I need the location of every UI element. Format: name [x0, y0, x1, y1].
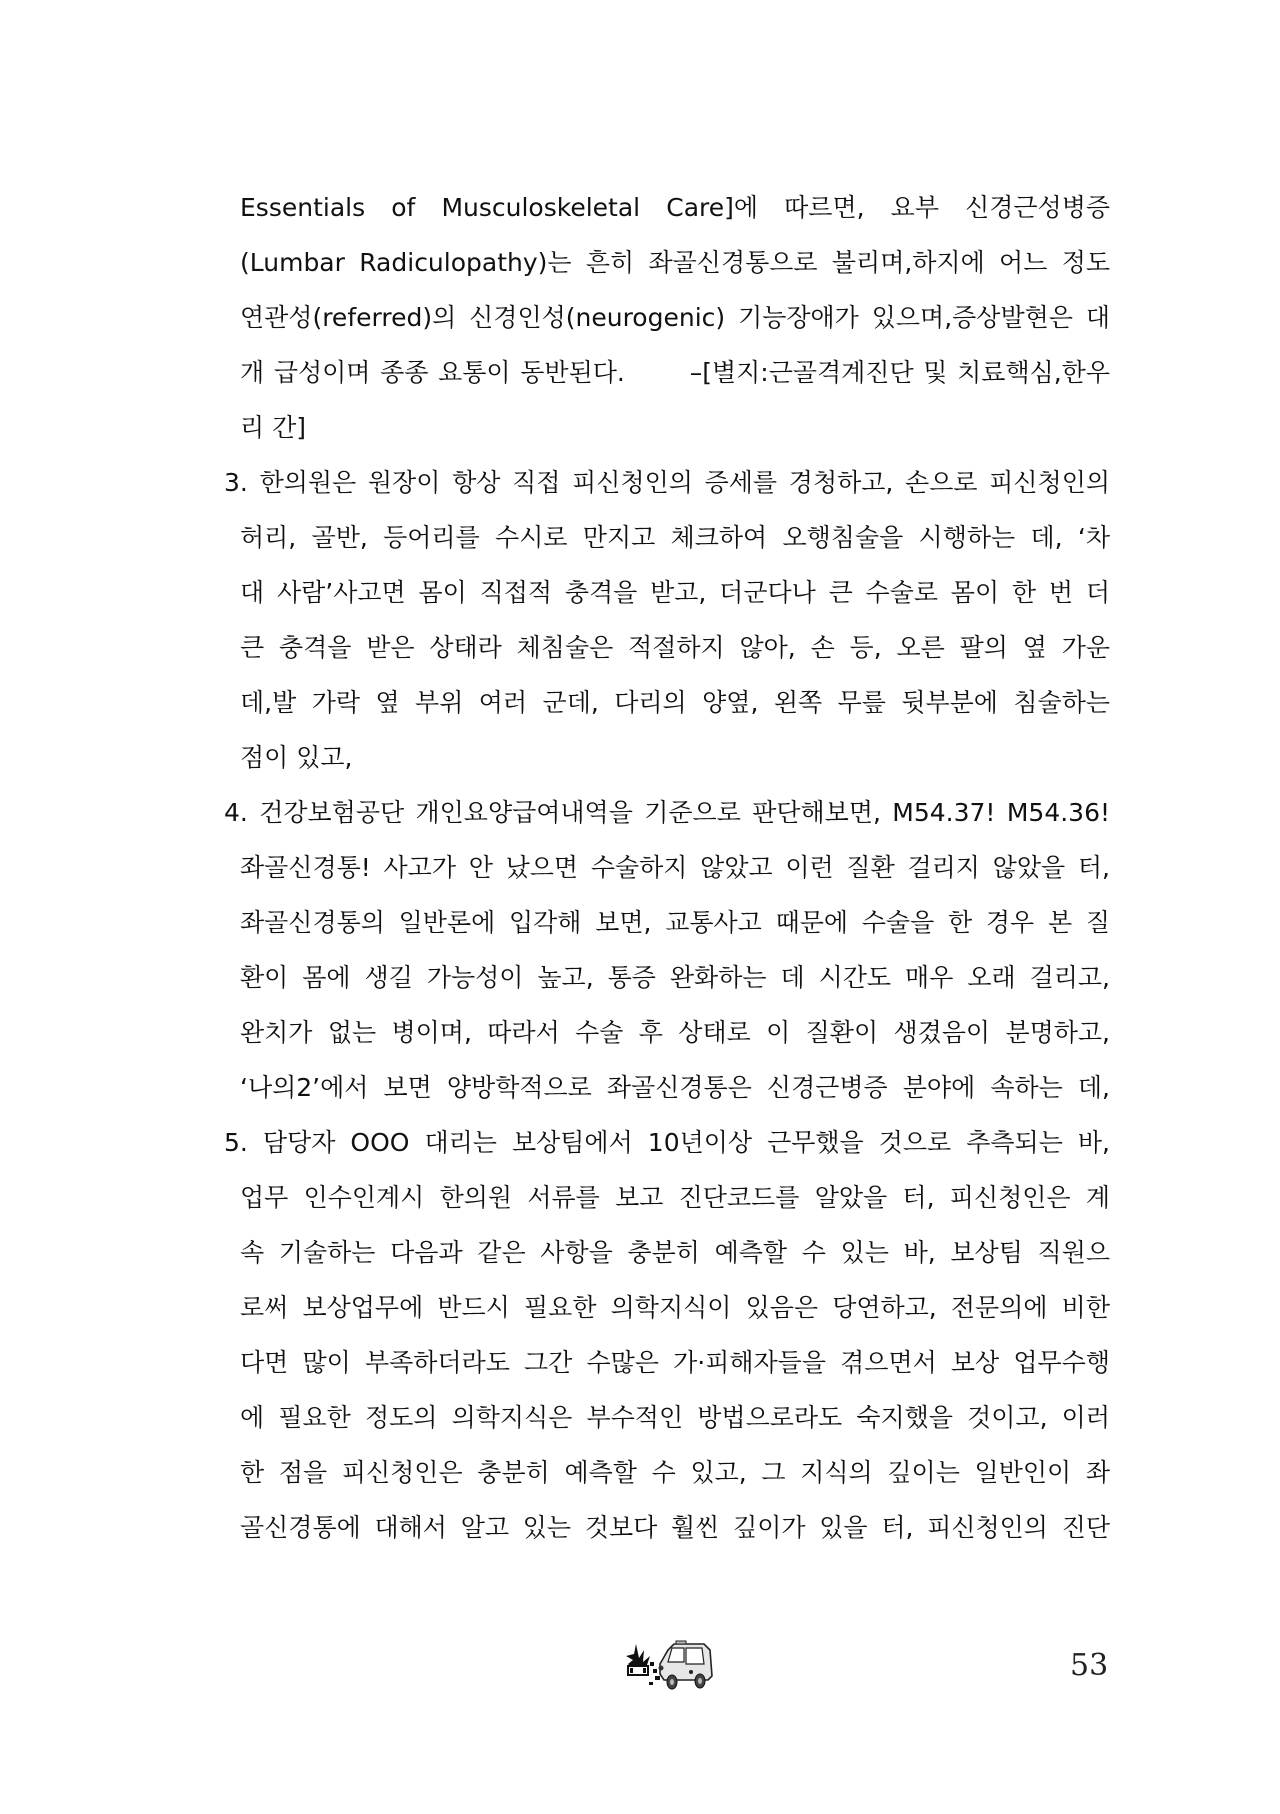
text-line: 데,발 가락 옆 부위 여러 군데, 다리의 양옆, 왼쪽 무릎 뒷부분에 침술하는	[240, 688, 1110, 717]
text-line: 다면 많이 부족하더라도 그간 수많은 가·피해자들을 겪으면서 보상 업무수행	[240, 1348, 1110, 1377]
text-line: 업무 인수인계시 한의원 서류를 보고 진단코드를 알았을 터, 피신청인은 계	[240, 1183, 1110, 1212]
list-item-3	[224, 455, 1110, 785]
text-line: 리 간]	[240, 413, 307, 442]
text-line: 4. 건강보험공단 개인요양급여내역을 기준으로 판단해보면, M54.37! M54.36!	[224, 798, 1110, 827]
text-line: Essentials of Musculoskeletal Care]에 따르면, 요부 신경근성병증	[240, 193, 1110, 222]
text-line: 골신경통에 대해서 알고 있는 것보다 훨씬 깊이가 있을 터, 피신청인의 진단	[240, 1513, 1110, 1542]
text-line: 좌골신경통! 사고가 안 났으면 수술하지 않았고 이런 질환 걸리지 않았을 터,	[240, 853, 1110, 882]
car-crash-icon	[624, 1636, 716, 1692]
text-line: 대 사람’사고면 몸이 직접적 충격을 받고, 더군다나 큰 수술로 몸이 한 번 더	[240, 578, 1110, 607]
text-line: 개 급성이며 종종 요통이 동반된다. –[별지:근골격계진단 및 치료핵심,한우	[240, 358, 1110, 387]
text-line: ‘나의2’에서 보면 양방학적으로 좌골신경통은 신경근병증 분야에 속하는 데,	[240, 1073, 1110, 1102]
text-line: 점이 있고,	[240, 743, 353, 772]
text-line: 완치가 없는 병이며, 따라서 수술 후 상태로 이 질환이 생겼음이 분명하고,	[240, 1018, 1110, 1047]
page-number: 53	[1070, 1648, 1109, 1683]
text-line: 좌골신경통의 일반론에 입각해 보면, 교통사고 때문에 수술을 한 경우 본 질	[240, 908, 1110, 937]
list-item-5	[224, 1115, 1110, 1555]
body-text	[224, 180, 1110, 1555]
text-line: 로써 보상업무에 반드시 필요한 의학지식이 있음은 당연하고, 전문의에 비한	[240, 1293, 1110, 1322]
continuation-paragraph	[224, 180, 1110, 455]
list-item-4	[224, 785, 1110, 1115]
text-line: 속 기술하는 다음과 같은 사항을 충분히 예측할 수 있는 바, 보상팀 직원으	[240, 1238, 1110, 1267]
text-line: 5. 담당자 OOO 대리는 보상팀에서 10년이상 근무했을 것으로 추측되는 바,	[224, 1128, 1110, 1157]
text-line: (Lumbar Radiculopathy)는 흔히 좌골신경통으로 불리며,하지에 어느 정도	[240, 248, 1110, 277]
text-line: 허리, 골반, 등어리를 수시로 만지고 체크하여 오행침술을 시행하는 데, ‘차	[240, 523, 1110, 552]
text-line: 3. 한의원은 원장이 항상 직접 피신청인의 증세를 경청하고, 손으로 피신청인의	[224, 468, 1110, 497]
text-line: 환이 몸에 생길 가능성이 높고, 통증 완화하는 데 시간도 매우 오래 걸리고,	[240, 963, 1110, 992]
text-line: 큰 충격을 받은 상태라 체침술은 적절하지 않아, 손 등, 오른 팔의 옆 가운	[240, 633, 1110, 662]
text-line: 연관성(referred)의 신경인성(neurogenic) 기능장애가 있으며,증상발현은 대	[240, 303, 1110, 332]
text-line: 에 필요한 정도의 의학지식은 부수적인 방법으로라도 숙지했을 것이고, 이러	[240, 1403, 1110, 1432]
text-line: 한 점을 피신청인은 충분히 예측할 수 있고, 그 지식의 깊이는 일반인이 좌	[240, 1458, 1110, 1487]
